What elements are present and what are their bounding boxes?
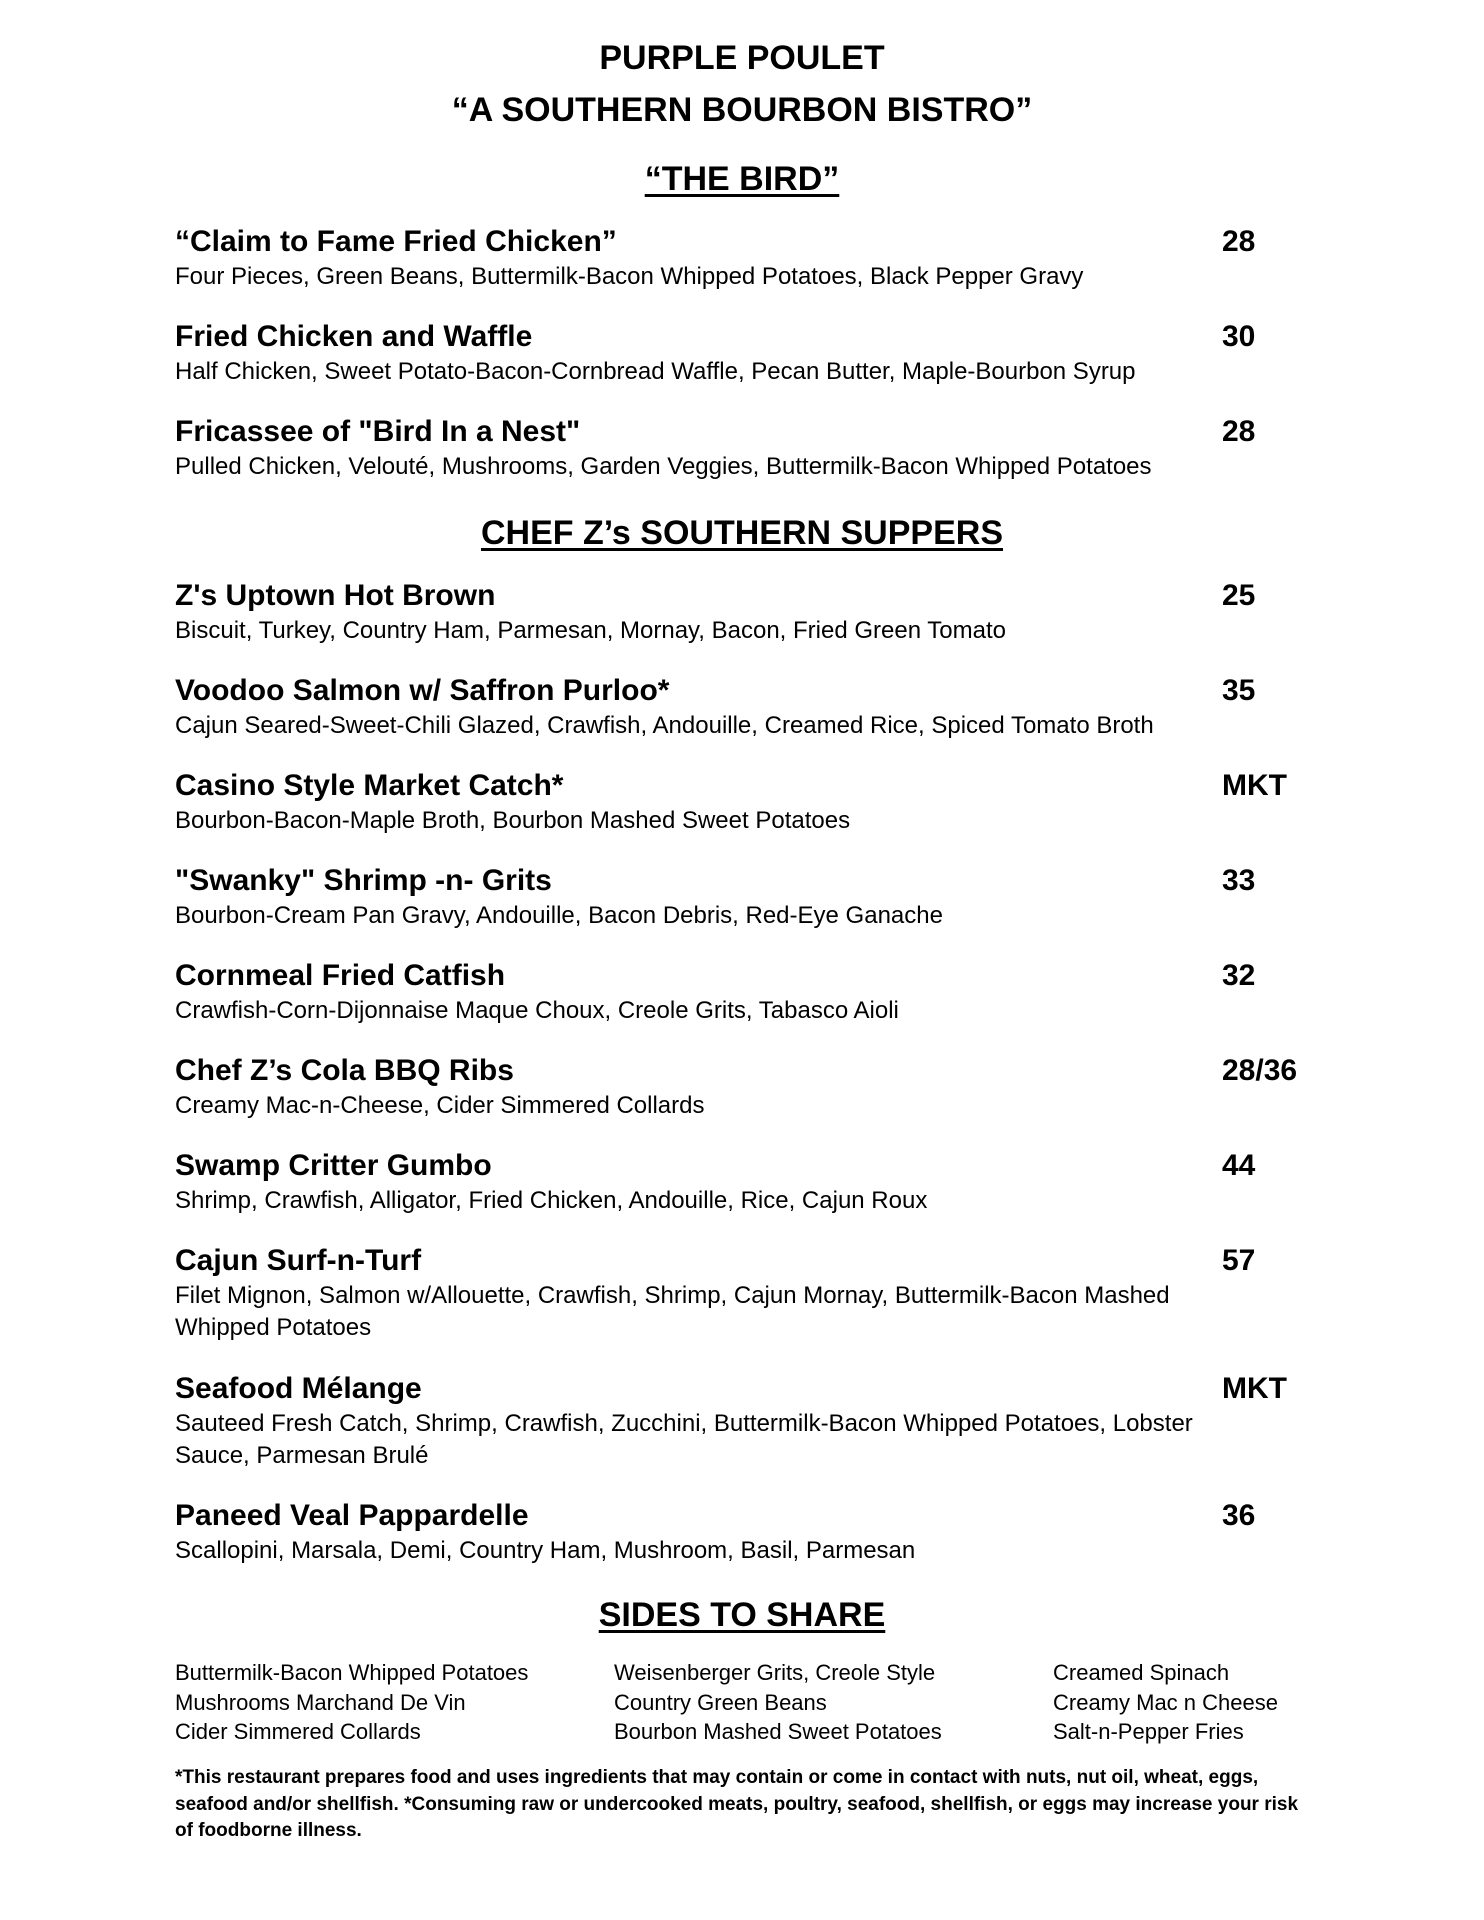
side-item: Buttermilk-Bacon Whipped Potatoes [175, 1660, 529, 1685]
side-item: Bourbon Mashed Sweet Potatoes [614, 1719, 942, 1744]
section-heading-sides: SIDES TO SHARE [598, 1596, 886, 1634]
side-item: Weisenberger Grits, Creole Style [614, 1660, 936, 1685]
section-heading-southern-suppers: CHEF Z’s SOUTHERN SUPPERS [480, 514, 1004, 552]
allergen-disclaimer: *This restaurant prepares food and uses ingredients that may contain or come in contact with nuts, nut oil, wheat, eggs, seafood and/or shellfish. *Consuming raw or undercooked meats, poultry, seafood, shellfish, or eggs may increase your risk of foodborne illness. [175, 1767, 1299, 1841]
menu-item [175, 958, 1325, 1027]
menu-item-name: Swamp Critter Gumbo [175, 1149, 492, 1182]
menu-item [175, 768, 1325, 837]
menu-item-description: Scallopini, Marsala, Demi, Country Ham, Mushroom, Basil, Parmesan [175, 1537, 916, 1564]
menu-item-description: Sauteed Fresh Catch, Shrimp, Crawfish, Zucchini, Buttermilk-Bacon Whipped Potatoes, Lobster Sauce, Parmesan Brulé [175, 1410, 1193, 1469]
menu-item-name: Fried Chicken and Waffle [175, 320, 533, 353]
menu-item [175, 1053, 1325, 1122]
side-item: Cider Simmered Collards [175, 1719, 421, 1744]
menu-item-price: 33 [1222, 864, 1256, 897]
side-item: Creamy Mac n Cheese [1053, 1689, 1278, 1715]
menu-item-name: Seafood Mélange [175, 1372, 422, 1405]
menu-item-description: Cajun Seared-Sweet-Chili Glazed, Crawfish, Andouille, Creamed Rice, Spiced Tomato Broth [175, 712, 1154, 739]
menu-item [175, 863, 1325, 932]
menu-item-name: Cornmeal Fried Catfish [175, 959, 506, 992]
menu-item-price: MKT [1222, 1372, 1287, 1405]
menu-item-description: Bourbon-Cream Pan Gravy, Andouille, Bacon Debris, Red-Eye Ganache [175, 902, 943, 929]
menu-item-description: Crawfish-Corn-Dijonnaise Maque Choux, Creole Grits, Tabasco Aioli [175, 997, 899, 1024]
menu-item [175, 319, 1325, 388]
menu-item-price: 28/36 [1222, 1054, 1298, 1087]
side-item: Mushrooms Marchand De Vin [175, 1689, 466, 1715]
menu-item-price: MKT [1222, 769, 1287, 802]
menu-item-name: Z's Uptown Hot Brown [175, 579, 496, 612]
menu-item-name: Paneed Veal Pappardelle [175, 1499, 529, 1532]
menu-item-price: 36 [1222, 1499, 1256, 1532]
menu-item-name: Chef Z’s Cola BBQ Ribs [175, 1054, 514, 1087]
restaurant-tagline: “A SOUTHERN BOURBON BISTRO” [451, 91, 1033, 129]
side-item: Creamed Spinach [1053, 1660, 1230, 1685]
sides-column [614, 1658, 942, 1747]
menu-item-name: Fricassee of "Bird In a Nest" [175, 415, 581, 448]
menu-item-description: Bourbon-Bacon-Maple Broth, Bourbon Mashed Sweet Potatoes [175, 807, 851, 834]
side-item: Salt-n-Pepper Fries [1053, 1719, 1244, 1744]
menu-item-description: Shrimp, Crawfish, Alligator, Fried Chicken, Andouille, Rice, Cajun Roux [175, 1187, 928, 1214]
menu-item-price: 44 [1222, 1149, 1256, 1182]
menu-item [175, 1498, 1325, 1567]
menu-item-price: 28 [1222, 415, 1256, 448]
menu-item-description: Creamy Mac-n-Cheese, Cider Simmered Collards [175, 1092, 705, 1119]
menu-item-price: 32 [1222, 959, 1256, 992]
menu-item [175, 1148, 1325, 1217]
sides-column [1053, 1658, 1278, 1747]
menu-item [175, 414, 1325, 483]
menu-item-description: Filet Mignon, Salmon w/Allouette, Crawfish, Shrimp, Cajun Mornay, Buttermilk-Bacon Mashed Whipped Potatoes [175, 1282, 1170, 1341]
menu-item-price: 25 [1222, 579, 1256, 612]
menu-item-name: Cajun Surf-n-Turf [175, 1244, 422, 1277]
section-heading-the-bird: “THE BIRD” [644, 160, 840, 198]
menu-item-price: 35 [1222, 674, 1256, 707]
menu-item-price: 30 [1222, 320, 1256, 353]
sides-column [175, 1658, 528, 1747]
menu-item-description: Biscuit, Turkey, Country Ham, Parmesan, Mornay, Bacon, Fried Green Tomato [175, 617, 1006, 644]
side-item: Country Green Beans [614, 1689, 827, 1715]
restaurant-name: PURPLE POULET [599, 39, 885, 77]
menu-item-description: Four Pieces, Green Beans, Buttermilk-Bacon Whipped Potatoes, Black Pepper Gravy [175, 263, 1084, 290]
menu-item-description: Half Chicken, Sweet Potato-Bacon-Cornbread Waffle, Pecan Butter, Maple-Bourbon Syrup [175, 358, 1136, 385]
menu-item-description: Pulled Chicken, Velouté, Mushrooms, Garden Veggies, Buttermilk-Bacon Whipped Potatoes [175, 453, 1152, 480]
menu-item [175, 1371, 1325, 1472]
menu-item-name: Voodoo Salmon w/ Saffron Purloo* [175, 674, 670, 707]
menu-item-name: Casino Style Market Catch* [175, 769, 564, 802]
menu-item-name: “Claim to Fame Fried Chicken” [175, 225, 617, 258]
menu-item-price: 28 [1222, 225, 1256, 258]
menu-item [175, 1243, 1325, 1344]
menu-item-price: 57 [1222, 1244, 1256, 1277]
menu-item [175, 224, 1325, 293]
menu-item [175, 578, 1325, 647]
menu-item-name: "Swanky" Shrimp -n- Grits [175, 864, 552, 897]
menu-item [175, 673, 1325, 742]
